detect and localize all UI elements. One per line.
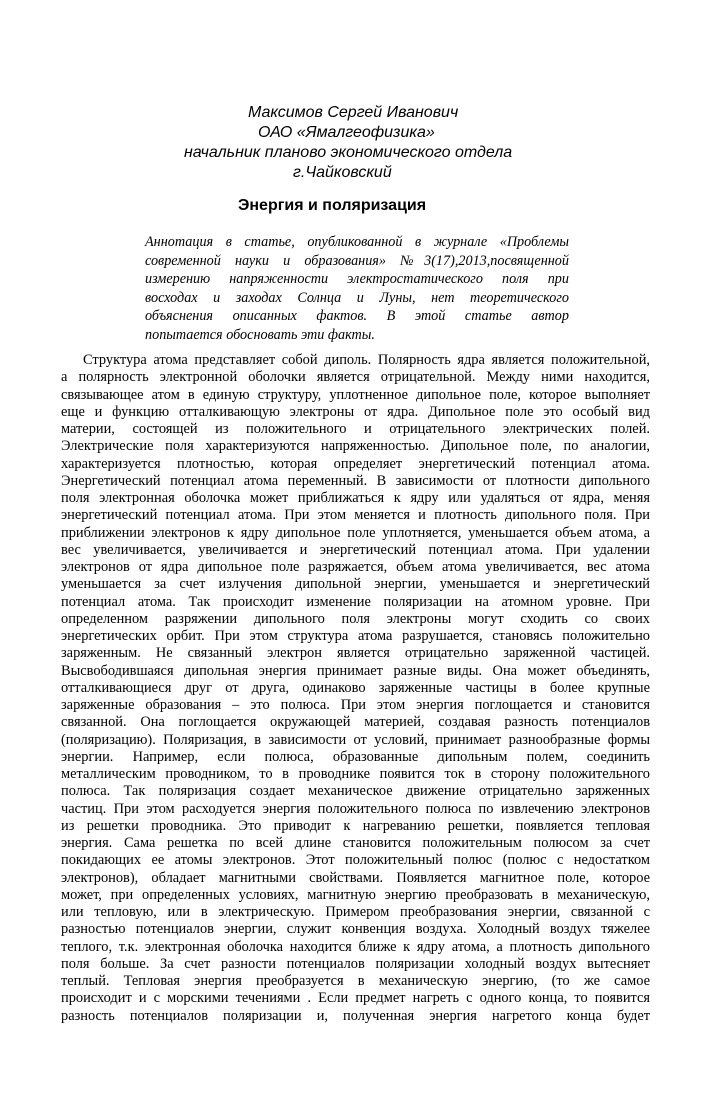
body-paragraph — [61, 352, 650, 1025]
body-line: теплый. Тепловая энергия преобразуется в механическую энергию, (то же самое — [61, 973, 650, 989]
body-line: частиц. При этом расходуется энергия положительного полюса по извлечению электронов — [61, 800, 650, 817]
article-title: Энергия и поляризация — [238, 197, 427, 214]
body-line: энергии. Например, если полюса, образованные дипольным полем, соединить — [61, 748, 650, 765]
body-line: энергетических орбит. При этом структура атома разрушается, становясь положительно — [61, 628, 650, 644]
body-line: характеризуется плотностью, которая определяет энергетический потенциал атома. — [61, 455, 650, 472]
body-line: связывающее атом в единую структуру, уплотненное дипольное поле, которое выполняет — [61, 386, 650, 403]
body-line: Высвободившаяся дипольная энергия принимает разные виды. Она может объединять, — [61, 662, 650, 679]
body-line: энергия. Сама решетка по всей длине становится положительным полюсом за счет — [61, 835, 650, 851]
body-line: связанной. Она поглощается окружающей материей, создавая разность потенциалов — [61, 714, 650, 731]
body-line: покидающих ее атомы электронов. Этот положительный полюс (полюс с недостатком — [61, 852, 650, 869]
body-line: происходит и с морскими течениями . Если предмет нагреть с одного конца, то появится — [61, 990, 650, 1007]
body-line: Структура атома представляет собой диполь. Полярность ядра является положительной, — [83, 352, 650, 368]
body-line: электронов от ядра дипольное поле разряжается, объем атома увеличивается, вес атома — [61, 559, 650, 575]
body-line: разностью потенциалов энергии, служит конвенция воздуха. Холодный воздух тяжелее — [61, 921, 650, 938]
abstract-line: попытается обосновать эти факты. — [145, 326, 375, 343]
body-line: а полярность электронной оболочки является отрицательной. Между ними находится, — [61, 369, 650, 386]
body-line: потенциал атома. Так происходит изменение поляризации на атомном уровне. При — [61, 593, 650, 610]
abstract-line: измерению напряженности электростатического поля при — [145, 271, 569, 288]
author-name: Максимов Сергей Иванович — [248, 104, 459, 121]
abstract-line: современной науки и образования» №3(17),2013,посвященной — [145, 252, 569, 269]
body-line: еще и функцию отталкивающую электроны от ядра. Дипольное поле это особый вид — [61, 403, 650, 420]
body-line: металлическим проводником, то в проводнике появится ток в сторону положительного — [61, 766, 650, 782]
body-line: теплого, т.к. электронная оболочка находится ближе к ядру атома, а плотность дипольного — [61, 938, 650, 955]
author-organization: ОАО «Ямалгеофизика» — [258, 124, 435, 141]
body-line: отталкивающиеся друг от друга, одинаково заряженные частицы в более крупные — [61, 679, 650, 696]
body-line: поля больше. За счет разности потенциалов поляризации холодный воздух вытесняет — [61, 955, 650, 972]
author-position: начальник планово экономического отдела — [184, 144, 513, 161]
abstract-line: объяснения описанных фактов. В этой статье автор — [145, 308, 569, 325]
body-line: приближении электронов к ядру дипольное поле уплотняется, уменьшается объем атома, а — [61, 524, 650, 541]
body-line: электронов), обладает магнитными свойствами. Появляется магнитное поле, которое — [61, 869, 650, 886]
author-city: г.Чайковский — [293, 164, 392, 181]
body-line: полюса. Так поляризация создает механическое движение отрицательно заряженных — [61, 783, 650, 800]
body-line: поля электронная оболочка может приближаться к ядру или удаляться от ядра, меняя — [61, 490, 650, 506]
abstract-line: Аннотация в статье, опубликованной в журнале «Проблемы — [145, 234, 569, 250]
abstract — [145, 233, 569, 345]
body-line: заряженные образования – это полюса. При этом энергия поглощается и становится — [61, 697, 650, 713]
body-line: энергетический потенциал атома. При этом меняется и плотность дипольного поля. При — [61, 507, 650, 524]
body-line: Электрические поля характеризуются напряженностью. Дипольное поле, по аналогии, — [61, 438, 650, 455]
body-line: вес увеличивается, увеличивается и энергетический потенциал атома. При удалении — [61, 541, 650, 558]
author-block — [0, 103, 710, 183]
body-line: или тепловую, или в электрическую. Примером преобразования энергии, связанной с — [61, 904, 650, 920]
body-line: Энергетический потенциал атома переменный. В зависимости от плотности дипольного — [61, 472, 650, 489]
body-line: заряженным. Не связанный электрон является отрицательно заряженной частицей. — [61, 645, 650, 662]
body-line: из решетки проводника. Это приводит к нагреванию решетки, появляется тепловая — [61, 817, 650, 834]
body-line: материи, состоящей из положительного и отрицательного электрических полей. — [61, 421, 650, 437]
body-line: уменьшается за счет излучения дипольной энергии, уменьшается и энергетический — [61, 576, 650, 593]
body-line: (поляризацию). Поляризация, в зависимости от условий, принимает разнообразные формы — [61, 731, 650, 748]
body-line: определенном разряжении дипольного поля электроны могут сходить со своих — [61, 610, 650, 627]
body-line: разность потенциалов поляризации и, полученная энергия нагретого конца будет — [61, 1007, 650, 1024]
abstract-line: восходах и заходах Солнца и Луны, нет теоретического — [145, 289, 569, 306]
body-line: может, при определенных условиях, магнитную энергию преобразовать в механическую, — [61, 886, 650, 903]
